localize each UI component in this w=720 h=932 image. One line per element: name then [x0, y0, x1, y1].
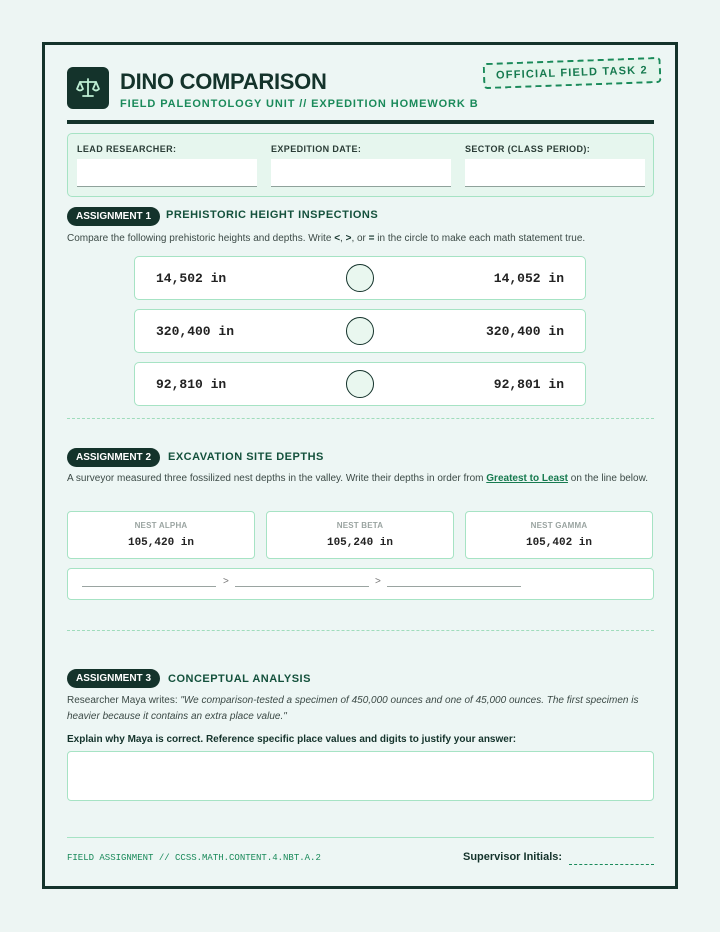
- comparison-row: [134, 256, 586, 300]
- answer-blank[interactable]: [387, 586, 521, 587]
- right-value: 14,052 in: [493, 271, 564, 286]
- nest-depth: 105,240 in: [326, 537, 393, 549]
- assignment-2-badge: ASSIGNMENT 2: [67, 448, 160, 467]
- nest-depth: 105,402 in: [525, 537, 592, 549]
- nest-card: [67, 511, 255, 559]
- right-value: 92,801 in: [493, 377, 564, 392]
- comparison-row: [134, 362, 586, 406]
- lead-researcher-field[interactable]: [77, 159, 257, 187]
- nest-label: NEST BETA: [336, 521, 384, 530]
- worksheet-page: [42, 42, 678, 889]
- page-subtitle: FIELD PALEONTOLOGY UNIT // EXPEDITION HOMEWORK B: [120, 98, 479, 110]
- answer-circle[interactable]: [346, 317, 374, 345]
- assignment-1-instructions: Compare the following prehistoric heights and depths. Write <, >, or = in the circle to make each math statement true.: [67, 233, 586, 244]
- answer-blank[interactable]: [235, 586, 369, 587]
- assignment-1-badge: ASSIGNMENT 1: [67, 207, 160, 226]
- greater-than-sign: >: [375, 576, 381, 587]
- page-title: DINO COMPARISON: [120, 69, 327, 94]
- comparison-row: [134, 309, 586, 353]
- assignment-3-title: CONCEPTUAL ANALYSIS: [168, 673, 311, 685]
- section-divider: [67, 418, 654, 419]
- answer-circle[interactable]: [346, 370, 374, 398]
- section-divider: [67, 630, 654, 631]
- expedition-date-label: EXPEDITION DATE:: [271, 144, 362, 154]
- lead-researcher-label: LEAD RESEARCHER:: [77, 144, 177, 154]
- answer-circle[interactable]: [346, 264, 374, 292]
- assignment-1-title: PREHISTORIC HEIGHT INSPECTIONS: [166, 209, 379, 221]
- balance-scale-icon: [67, 67, 109, 109]
- assignment-3-badge: ASSIGNMENT 3: [67, 669, 160, 688]
- nest-depth: 105,420 in: [127, 537, 194, 549]
- assignment-3-quote: Researcher Maya writes: "We comparison-tested a specimen of 450,000 ounces and one of 45,000 ounces. The first specimen is heavier because it contains an extra place value.": [67, 695, 639, 722]
- order-answer-box: [67, 568, 654, 600]
- official-task-stamp: OFFICIAL FIELD TASK 2: [483, 57, 662, 89]
- assignment-2-title: EXCAVATION SITE DEPTHS: [168, 451, 324, 463]
- left-value: 320,400 in: [156, 324, 235, 339]
- answer-blank[interactable]: [82, 586, 216, 587]
- nest-card: [266, 511, 454, 559]
- standard-code: FIELD ASSIGNMENT // CCSS.MATH.CONTENT.4.NBT.A.2: [67, 853, 321, 863]
- footer-rule: [67, 837, 654, 838]
- left-value: 14,502 in: [156, 271, 227, 286]
- left-value: 92,810 in: [156, 377, 227, 392]
- nest-label: NEST GAMMA: [530, 521, 588, 530]
- expedition-date-field[interactable]: [271, 159, 451, 187]
- assignment-3-prompt: Explain why Maya is correct. Reference specific place values and digits to justify your answer:: [67, 734, 517, 745]
- right-value: 320,400 in: [485, 324, 564, 339]
- assignment-2-instructions: A surveyor measured three fossilized nest depths in the valley. Write their depths in order from Greatest to Least on the line below.: [67, 473, 649, 484]
- sector-label: SECTOR (CLASS PERIOD):: [465, 144, 591, 154]
- supervisor-initials-field[interactable]: [569, 864, 654, 865]
- explanation-answer-box[interactable]: [67, 751, 654, 801]
- supervisor-initials-label: Supervisor Initials:: [463, 851, 563, 863]
- researcher-info-box: [67, 133, 654, 197]
- nest-label: NEST ALPHA: [134, 521, 188, 530]
- sector-field[interactable]: [465, 159, 645, 187]
- nest-card: [465, 511, 653, 559]
- greater-than-sign: >: [223, 576, 229, 587]
- header-rule: [67, 120, 654, 124]
